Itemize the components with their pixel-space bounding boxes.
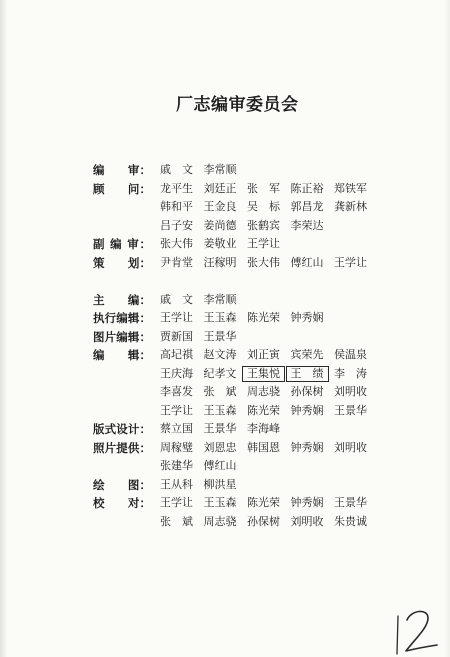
member-name: 贾新国 <box>160 329 193 343</box>
member-name: 刘明收 <box>334 440 367 454</box>
roster-row <box>93 235 378 254</box>
member-name: 周志骁 <box>203 514 237 528</box>
member-name: 周志骁 <box>247 385 280 398</box>
member-name: 韩国恩 <box>247 440 280 454</box>
member-name: 姜尚德 <box>203 218 237 232</box>
member-name: 吴 标 <box>247 200 280 213</box>
member-name: 王玉森 <box>203 403 237 417</box>
member-name: 王庆海 <box>160 366 193 380</box>
member-name: 刘恩忠 <box>203 440 237 454</box>
page-title: 厂志编审委员会 <box>176 95 299 115</box>
member-name: 柳洪星 <box>203 477 237 491</box>
role-label: 校 对： <box>93 496 151 510</box>
member-name: 周稼璧 <box>160 440 193 454</box>
member-name: 蔡立国 <box>160 422 193 435</box>
roster-row <box>93 217 378 236</box>
member-name: 张建华 <box>160 459 193 472</box>
role-label: 副 编 审： <box>93 237 151 251</box>
member-name: 韩和平 <box>160 200 193 213</box>
scan-edge-shadow-left <box>0 0 8 657</box>
role-label <box>93 513 151 532</box>
handwritten-page-number <box>392 604 444 656</box>
committee-roster <box>93 161 378 531</box>
member-name: 李喜发 <box>160 385 193 398</box>
member-name: 王景华 <box>334 496 367 509</box>
role-label <box>93 217 151 236</box>
member-name: 陈正裕 <box>290 181 324 195</box>
member-name: 郑铁军 <box>334 181 367 195</box>
member-name: 戚 文 <box>160 292 193 306</box>
member-name: 朱贵诚 <box>334 514 367 528</box>
member-name: 陈光荣 <box>247 496 280 509</box>
role-label <box>93 365 151 384</box>
member-name: 钟秀娴 <box>290 403 324 417</box>
member-name: 王景华 <box>203 329 237 343</box>
role-label <box>93 402 151 421</box>
boxed-member-cell <box>291 365 335 384</box>
roster-row <box>93 161 378 180</box>
member-name: 王学让 <box>160 311 193 324</box>
member-name: 王金良 <box>203 200 237 213</box>
member-name: 汪稼明 <box>203 255 237 269</box>
roster-row <box>93 439 378 458</box>
member-name: 刘明收 <box>334 385 367 398</box>
member-name: 刘明收 <box>290 514 324 528</box>
roster-row <box>93 457 378 476</box>
boxed-member-cell <box>247 365 291 384</box>
member-name: 李 涛 <box>334 366 367 380</box>
roster-group <box>93 161 378 272</box>
member-name: 刘廷正 <box>203 181 237 195</box>
roster-row <box>93 420 378 439</box>
member-name: 龚新林 <box>334 200 367 213</box>
role-label <box>93 383 151 402</box>
member-name: 刘正寅 <box>247 348 280 361</box>
roster-row <box>93 328 378 347</box>
scan-edge-shadow-right <box>444 0 450 657</box>
member-name: 陈光荣 <box>247 403 280 417</box>
member-name: 高圮祺 <box>160 348 193 361</box>
roster-row <box>93 513 378 532</box>
roster-row <box>93 309 378 328</box>
member-name: 宾荣先 <box>290 348 324 361</box>
member-name: 王景华 <box>334 403 367 417</box>
member-name: 张大伟 <box>160 237 193 250</box>
member-name: 吕子安 <box>160 218 193 232</box>
member-name: 钟秀娴 <box>290 440 324 454</box>
roster-row <box>93 365 378 384</box>
member-name: 王从科 <box>160 477 193 491</box>
role-label: 顾 问： <box>93 181 151 196</box>
member-name: 尹肯堂 <box>160 255 193 269</box>
member-name: 傅红山 <box>290 255 324 269</box>
member-name: 纪孝文 <box>203 366 237 380</box>
member-name: 赵文涛 <box>203 348 237 361</box>
role-label: 策 划： <box>93 255 151 270</box>
member-name: 孙保树 <box>247 514 280 528</box>
member-name: 李海峰 <box>247 422 280 435</box>
member-name: 戚 文 <box>160 163 193 176</box>
member-name: 张鹤宾 <box>247 218 280 232</box>
member-name: 王景华 <box>203 422 237 435</box>
member-name: 王玉森 <box>203 311 237 324</box>
role-label: 主 编： <box>93 292 151 307</box>
member-name: 李常顺 <box>203 292 237 306</box>
member-name: 姜敬业 <box>203 237 237 250</box>
role-label <box>93 457 151 476</box>
boxed-member-name: 王集悦 <box>242 366 285 382</box>
member-name: 张 斌 <box>160 514 193 528</box>
member-name: 李荣达 <box>290 218 324 232</box>
role-label: 编 审： <box>93 163 151 177</box>
member-name: 张大伟 <box>247 255 280 269</box>
roster-row <box>93 180 378 199</box>
role-label: 执行编辑： <box>93 311 151 325</box>
role-label: 绘 图： <box>93 477 151 492</box>
member-name: 钟秀娴 <box>290 311 324 324</box>
role-label: 编 辑： <box>93 348 151 362</box>
roster-row <box>93 198 378 217</box>
boxed-member-name: 王 绩 <box>286 366 329 382</box>
member-name: 孙保树 <box>290 385 324 398</box>
member-name: 王学让 <box>160 496 193 509</box>
member-name: 张 斌 <box>203 385 237 398</box>
member-name: 陈光荣 <box>247 311 280 324</box>
member-name: 王学让 <box>334 255 367 269</box>
member-name: 郭昌龙 <box>290 200 324 213</box>
member-name: 龙平生 <box>160 181 193 195</box>
member-name: 傅红山 <box>203 459 237 472</box>
role-label: 版式设计： <box>93 422 151 436</box>
member-name: 钟秀娴 <box>290 496 324 509</box>
role-label <box>93 198 151 217</box>
role-label: 照片提供： <box>93 440 151 455</box>
member-name: 王玉森 <box>203 496 237 509</box>
roster-row <box>93 383 378 402</box>
member-name: 王学让 <box>247 237 280 250</box>
roster-row <box>93 402 378 421</box>
role-label: 图片编辑： <box>93 329 151 344</box>
roster-row <box>93 254 378 273</box>
roster-row <box>93 494 378 513</box>
roster-group <box>93 291 378 532</box>
member-name: 张 军 <box>247 181 280 195</box>
roster-row <box>93 291 378 310</box>
roster-row <box>93 346 378 365</box>
member-name: 李常顺 <box>203 163 237 176</box>
roster-row <box>93 476 378 495</box>
member-name: 侯温泉 <box>334 348 367 361</box>
member-name: 王学让 <box>160 403 193 417</box>
